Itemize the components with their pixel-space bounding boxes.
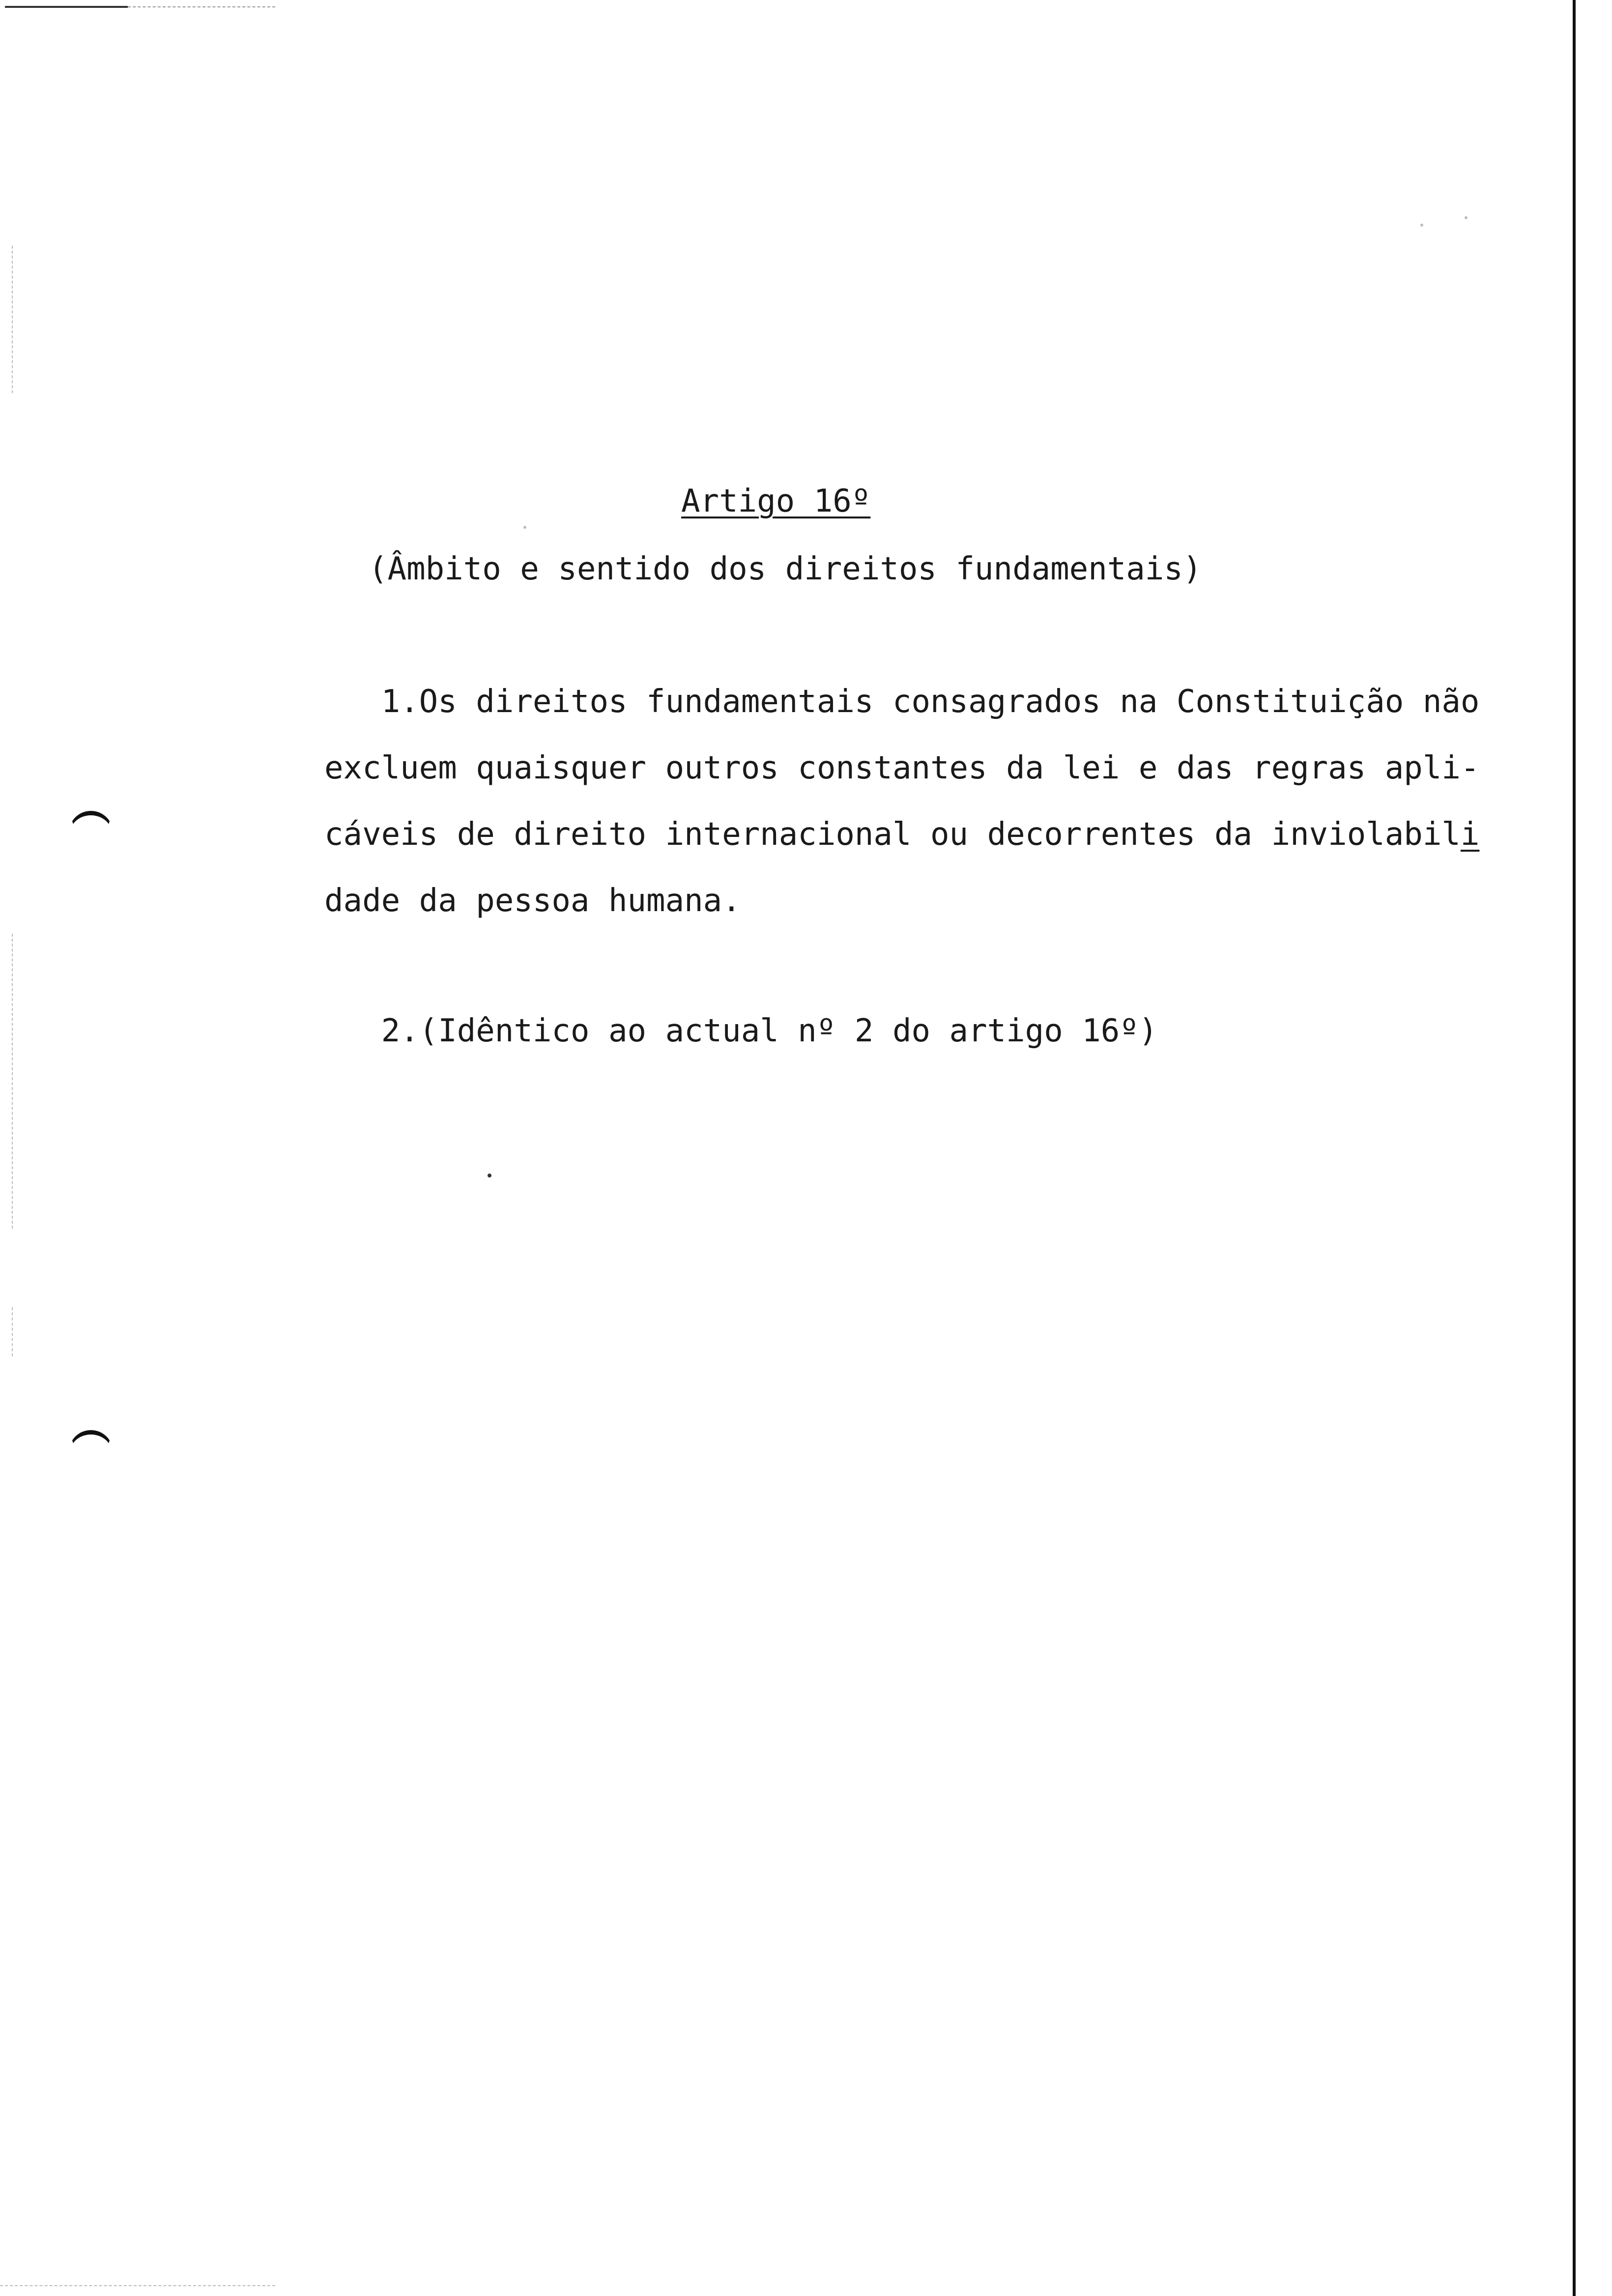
scan-left-mark bbox=[12, 1307, 14, 1356]
paragraph-line: excluem quaisquer outros constantes da lei e das regras apli- bbox=[324, 750, 1480, 786]
article-subtitle: (Âmbito e sentido dos direitos fundamentais) bbox=[369, 551, 1202, 587]
scan-speck bbox=[1465, 216, 1468, 219]
punch-hole-mark bbox=[69, 1430, 113, 1474]
scan-speck bbox=[1420, 224, 1423, 227]
article-title: Artigo 16º bbox=[681, 483, 871, 519]
scan-edge-top bbox=[5, 6, 128, 8]
paragraph-1 bbox=[324, 682, 1533, 947]
paragraph-line: 2.(Idêntico ao actual nº 2 do artigo 16º) bbox=[324, 1013, 1158, 1049]
scan-edge-right bbox=[1573, 0, 1576, 2296]
scan-speck bbox=[488, 1174, 491, 1177]
paragraph-2 bbox=[324, 1011, 1533, 1078]
paragraph-line bbox=[324, 815, 1533, 881]
scan-left-mark bbox=[12, 246, 14, 393]
scan-edge-bottom bbox=[0, 2285, 275, 2287]
paragraph-line: dade da pessoa humana. bbox=[324, 883, 741, 919]
punch-hole-mark bbox=[69, 811, 113, 855]
scan-edge-top-faint bbox=[128, 6, 275, 8]
paragraph-line-text: cáveis de direito internacional ou decorrentes da inviolabil bbox=[324, 816, 1461, 853]
paragraph-line: 1.Os direitos fundamentais consagrados na Constituição não bbox=[324, 684, 1480, 720]
hyphen-underline-char: i bbox=[1460, 816, 1480, 853]
scan-left-mark bbox=[12, 934, 14, 1229]
scan-speck bbox=[523, 526, 526, 529]
